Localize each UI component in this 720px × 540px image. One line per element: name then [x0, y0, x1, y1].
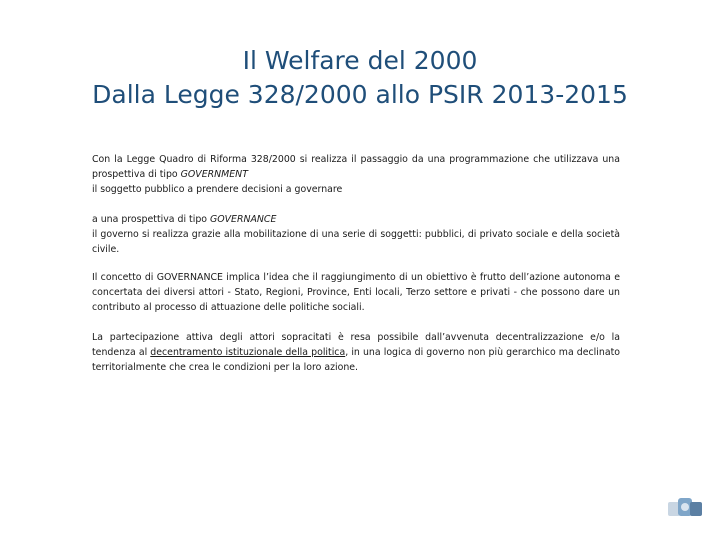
paragraph-governance-concept: Il concetto di GOVERNANCE implica l’idea che il raggiungimento di un obiettivo è frutto dell’azione autonoma e concertata dei diversi attori - Stato, Regioni, Province, Enti locali, Terzo settore e privati - che possono dare un contributo al processo di attuazione delle politiche sociali.	[92, 272, 620, 313]
paragraph-participation-before: La partecipazione attiva degli attori sopracitati è resa possibile dall’avvenuta decentralizzazione e/o la tendenza al	[92, 332, 620, 358]
governance-term: GOVERNANCE	[209, 214, 277, 225]
paragraph-participation-after: , in una logica di governo non più gerarchico ma declinato territorialmente che crea le condizioni per la loro azione.	[92, 347, 620, 373]
decentralization-phrase: decentramento istituzionale della politica	[150, 347, 346, 358]
paragraph-governance-detail: il governo si realizza grazie alla mobilitazione di una serie di soggetti: pubblici, di privato sociale e della società civile.	[92, 229, 620, 255]
government-term: GOVERNMENT	[180, 169, 248, 180]
title-line-2: Dalla Legge 328/2000 allo PSIR 2013-2015	[92, 80, 628, 109]
paragraph-governance-intro: a una prospettiva di tipo	[92, 214, 210, 225]
logo-icon	[666, 494, 706, 522]
paragraph-participation	[92, 330, 620, 375]
slide-body	[92, 152, 620, 390]
slide-title	[40, 44, 680, 112]
paragraph-governance	[92, 212, 620, 257]
title-line-1: Il Welfare del 2000	[242, 46, 478, 75]
paragraph-government-detail: il soggetto pubblico a prendere decisioni a governare	[92, 184, 343, 195]
paragraph-government-intro: Con la Legge Quadro di Riforma 328/2000 si realizza il passaggio da una programmazione che utilizzava una prospettiva di tipo	[92, 154, 620, 180]
paragraph-government	[92, 152, 620, 197]
